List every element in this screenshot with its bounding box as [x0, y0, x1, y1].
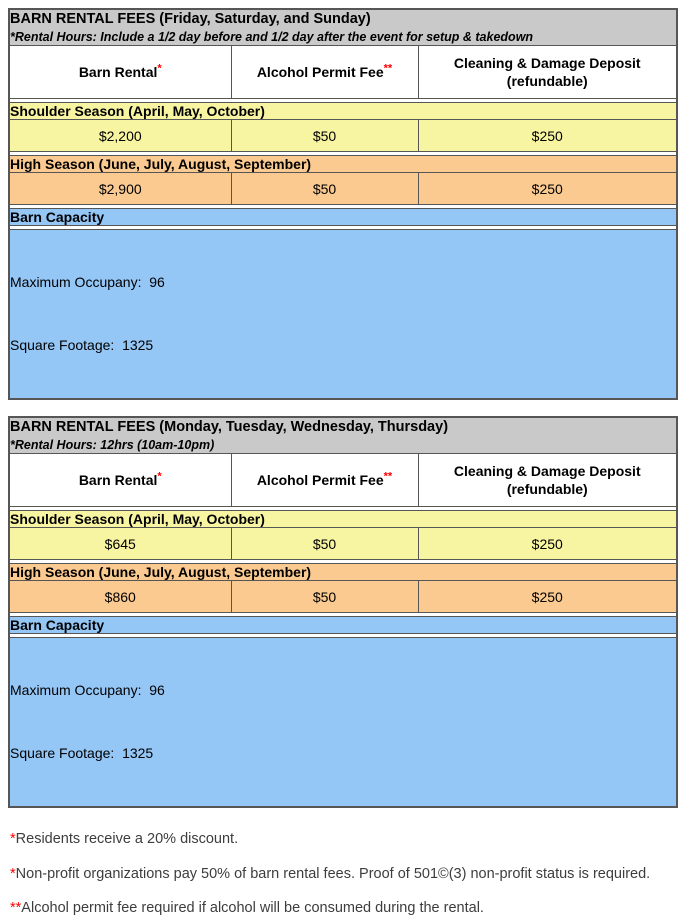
table-title-row [9, 417, 677, 454]
barn-capacity-info [9, 638, 677, 808]
high-deposit-fee: $250 [418, 581, 677, 613]
barn-capacity-info-row [9, 230, 677, 400]
column-header-label: Cleaning & Damage Deposit [453, 54, 641, 71]
asterisk-marker: ** [10, 900, 22, 917]
high-season-values-row [9, 173, 677, 205]
high-alcohol-permit-fee: $50 [231, 173, 418, 205]
shoulder-season-band-row [9, 511, 677, 528]
column-header-label: Alcohol Permit Fee [256, 64, 384, 80]
shoulder-deposit-fee: $250 [418, 528, 677, 560]
column-header-label: Barn Rental [78, 64, 158, 80]
high-barn-rental-fee: $2,900 [9, 173, 231, 205]
footnote-text: Alcohol permit fee required if alcohol will be consumed during the rental. [21, 900, 484, 917]
high-season-band: High Season (June, July, August, September) [9, 564, 677, 581]
column-header-deposit [418, 46, 677, 99]
high-barn-rental-fee: $860 [9, 581, 231, 613]
shoulder-season-band: Shoulder Season (April, May, October) [9, 511, 677, 528]
asterisk-marker: * [10, 865, 16, 882]
barn-capacity-band-row [9, 617, 677, 634]
footnotes [8, 830, 676, 919]
table-title: BARN RENTAL FEES (Friday, Saturday, and Sunday) [10, 11, 371, 27]
asterisk-marker: * [10, 831, 16, 848]
asterisk-marker: ** [383, 62, 393, 75]
shoulder-season-band-row [9, 103, 677, 120]
high-season-values-row [9, 581, 677, 613]
column-header-row [9, 46, 677, 99]
column-header-barn-rental [9, 454, 231, 507]
footnote-text: Non-profit organizations pay 50% of barn rental fees. Proof of 501©(3) non-profit status is required. [15, 865, 651, 882]
square-footage: Square Footage: 1325 [10, 745, 154, 762]
footnote-alcohol-permit [10, 899, 660, 919]
high-season-band-row [9, 564, 677, 581]
asterisk-marker: * [157, 470, 162, 483]
high-season-band: High Season (June, July, August, September) [9, 156, 677, 173]
column-header-deposit [418, 454, 677, 507]
barn-capacity-band-row [9, 209, 677, 226]
fee-table-weekend [8, 8, 678, 400]
table-subtitle: *Rental Hours: 12hrs (10am-10pm) [10, 437, 215, 452]
column-header-label: Alcohol Permit Fee [256, 472, 384, 489]
table-title-bar [9, 9, 677, 46]
barn-capacity-band: Barn Capacity [9, 617, 677, 634]
fee-table-weekday [8, 416, 678, 808]
barn-capacity-info [9, 230, 677, 400]
max-occupancy: Maximum Occupany: 96 [10, 682, 165, 699]
footnote-text: Residents receive a 20% discount. [15, 831, 239, 848]
barn-capacity-info-row [9, 638, 677, 808]
barn-capacity-band: Barn Capacity [9, 209, 677, 226]
shoulder-alcohol-permit-fee: $50 [231, 528, 418, 560]
shoulder-barn-rental-fee: $645 [9, 528, 231, 560]
column-header-sublabel: (refundable) [506, 73, 588, 90]
asterisk-marker: * [157, 62, 162, 75]
high-alcohol-permit-fee: $50 [231, 581, 418, 613]
shoulder-barn-rental-fee: $2,200 [9, 120, 231, 152]
table-title-row [9, 9, 677, 46]
table-subtitle: *Rental Hours: Include a 1/2 day before and 1/2 day after the event for setup & takedown [10, 29, 534, 44]
column-header-sublabel: (refundable) [506, 481, 588, 498]
column-header-alcohol-permit [231, 454, 418, 507]
shoulder-season-values-row [9, 120, 677, 152]
shoulder-deposit-fee: $250 [418, 120, 677, 152]
footnote-nonprofit [10, 865, 660, 885]
table-title-bar [9, 417, 677, 454]
column-header-alcohol-permit [231, 46, 418, 99]
shoulder-season-band: Shoulder Season (April, May, October) [9, 103, 677, 120]
table-title: BARN RENTAL FEES (Monday, Tuesday, Wednesday, Thursday) [10, 419, 449, 436]
square-footage: Square Footage: 1325 [10, 337, 154, 354]
shoulder-season-values-row [9, 528, 677, 560]
column-header-label: Barn Rental [78, 472, 158, 489]
footnote-residents-discount [10, 830, 660, 850]
column-header-label: Cleaning & Damage Deposit [453, 463, 641, 479]
column-header-barn-rental [9, 46, 231, 99]
shoulder-alcohol-permit-fee: $50 [231, 120, 418, 152]
column-header-row [9, 454, 677, 507]
asterisk-marker: ** [383, 470, 393, 483]
high-season-band-row [9, 156, 677, 173]
max-occupancy: Maximum Occupany: 96 [10, 274, 165, 291]
high-deposit-fee: $250 [418, 173, 677, 205]
